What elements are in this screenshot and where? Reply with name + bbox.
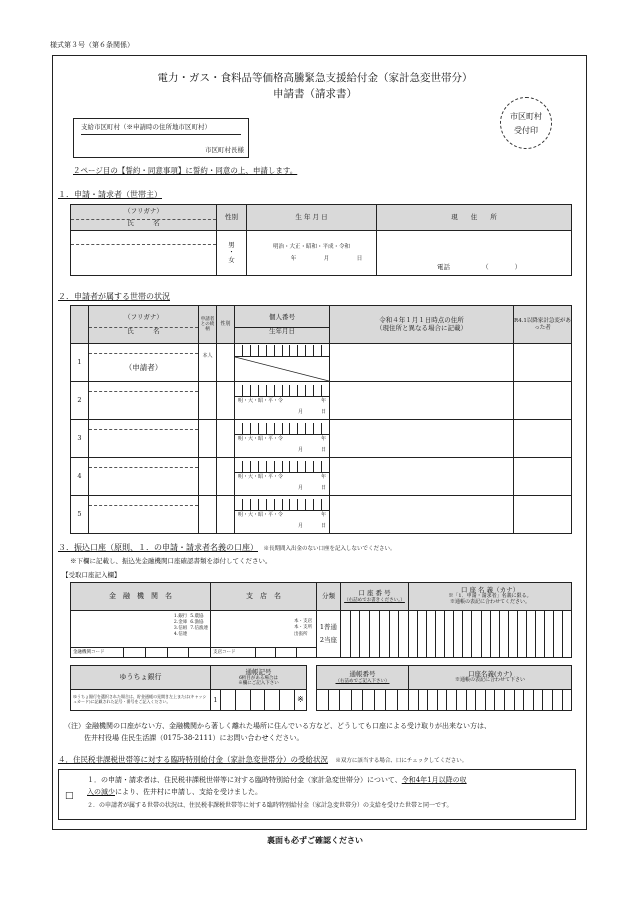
s1-gender-input[interactable]: 男 ・ 女: [217, 231, 247, 276]
s1-name: 氏 名: [127, 218, 160, 227]
s2-name-input[interactable]: [89, 496, 199, 534]
table-row: 1 （申請者） 本人: [71, 344, 572, 382]
recipient-box[interactable]: [73, 118, 249, 158]
section1-heading: １．申請・請求者（世帯主）: [58, 190, 162, 199]
recipient-suffix: 市区町村長様: [205, 146, 244, 154]
section1-table: [70, 204, 572, 276]
branch-input[interactable]: 本・支店 本・支所 出張所 支店コード: [211, 611, 317, 658]
s1-furigana: （フリガナ）: [71, 208, 216, 220]
acct-type-input[interactable]: 1普通 2当座: [317, 611, 341, 658]
acct-no-sub: （右詰めでお書きください。）: [344, 597, 405, 603]
section3-heading-note: ※長期間入出金のない口座を記入しないでください。: [263, 546, 396, 552]
s2-gender-input[interactable]: [217, 382, 235, 420]
section3-bracket: 【受取口座記入欄】: [62, 571, 121, 579]
footnote1: （注）金融機関の口座がない方、金融機関から著しく離れた場所に住んでいる方など、どうしても口座による受け取りが出来ない方は、: [64, 722, 491, 730]
footer-note: 裏面も必ずご確認ください: [267, 835, 363, 845]
holder-header: 口 座 名 義（カナ）: [460, 586, 520, 595]
yucho-holder-header: 口座名義(カナ): [467, 669, 513, 678]
table-row: 5 明・大・昭・平・令 年 月 日: [71, 496, 572, 534]
s2-name-input[interactable]: [89, 382, 199, 420]
s2-sudden-input[interactable]: [514, 420, 572, 458]
s1-birth-header: 生 年 月 日: [247, 205, 377, 231]
yucho-holder-note: ※通帳の表記に合わせて下さい: [454, 677, 525, 684]
s2-address-input[interactable]: [330, 458, 514, 496]
s2-sudden-header: R4.1以降家計急変があった者: [514, 306, 572, 344]
s1-birth-input[interactable]: 明治・大正・昭和・平成・令和 年 月 日: [247, 231, 377, 276]
title-line2: 申請書（請求書）: [273, 88, 357, 100]
yucho-holder-input[interactable]: [409, 690, 572, 711]
s2-birth-header: 生年月日: [269, 326, 295, 335]
yucho-header: ゆうちょ銀行: [71, 666, 211, 690]
holder-note2: ※通帳の表記に合わせてください。: [449, 599, 530, 606]
s2-name-input[interactable]: [89, 344, 199, 382]
s1-address-header: 現 住 所: [377, 205, 572, 231]
s2-address-header2: （現住所と異なる場合に記載）: [376, 323, 467, 332]
s2-mynumber-input[interactable]: 明・大・昭・平・令 年 月 日: [235, 382, 330, 420]
s2-mynumber-input[interactable]: 明・大・昭・平・令 年 月 日: [235, 496, 330, 534]
pledge-text: ２ページ目の【誓約・同意事項】に誓約・同意の上、申請します。: [73, 166, 298, 175]
table-row: 3 明・大・昭・平・令 年 月 日: [71, 420, 572, 458]
section4-checkbox[interactable]: □: [65, 791, 74, 801]
s2-mynumber-header: 個人番号: [235, 314, 329, 328]
tsucho-bango-sub: （右詰めでご記入下さい）: [335, 678, 390, 684]
yucho-note: ゆうちょ銀行を選択された場合は、貯金通帳の見開き左上または(キャッシュカード)に記載された記号・番号をご記入ください。: [71, 690, 211, 711]
s2-address-input[interactable]: [330, 496, 514, 534]
s2-name: 氏 名: [127, 326, 160, 335]
s1-gender-header: 性別: [217, 205, 247, 231]
s2-sudden-input[interactable]: [514, 458, 572, 496]
section3-heading: ３．振込口座（原則、１．の申請・請求者名義の口座）: [58, 543, 258, 552]
s2-gender-input[interactable]: [217, 344, 235, 382]
s2-sudden-input[interactable]: [514, 344, 572, 382]
stamp-line2: 受付印: [514, 125, 538, 135]
section4-line3: ２．の申請者が属する世帯の状況は、住民税非課税世帯等に対する臨時特別給付金（家計急変世帯分）の支給を受けた世帯と同一です。: [87, 802, 453, 809]
branch-header: 支 店 名: [211, 583, 317, 611]
s2-relation-input[interactable]: [199, 382, 217, 420]
acct-no-header: 口 座 番 号: [358, 589, 391, 598]
table-row: 4 明・大・昭・平・令 年 月 日: [71, 458, 572, 496]
acct-no-input[interactable]: [341, 611, 409, 658]
form-id: 様式第３号（第６条関係）: [50, 41, 134, 49]
footnote2: 佐井村役場 住民生活課（0175-38-2111）にお問い合わせください。: [84, 734, 304, 742]
yucho-table: [70, 665, 572, 711]
tsucho-bango-input[interactable]: [317, 690, 409, 711]
section4-box: [58, 769, 576, 820]
s2-gender-header: 性別: [217, 306, 235, 344]
s2-furigana: （フリガナ）: [89, 314, 198, 328]
s2-gender-input[interactable]: [217, 458, 235, 496]
s2-address-input[interactable]: [330, 382, 514, 420]
tsucho-kigo-header: 通帳記号: [245, 667, 272, 676]
section4-line2: 入の減少により、佐井村に申請し、支給を受けました。: [87, 788, 262, 796]
section4-line1: １．の申請・請求者は、住民税非課税世帯等に対する臨時特別給付金（家計急変世帯分）について、令和4年1月以降の収: [87, 776, 467, 784]
section2-heading: ２．申請者が属する世帯の状況: [58, 292, 170, 301]
s1-eras: 明治・大正・昭和・平成・令和: [272, 243, 350, 250]
s2-mynumber-input[interactable]: 明・大・昭・平・令 年 月 日: [235, 420, 330, 458]
tsucho-kigo-sub2: ※欄にご記入下さい: [238, 681, 279, 687]
tsucho-kigo-sub1: 6桁目がある場合は: [239, 676, 278, 682]
bank-table: [70, 582, 572, 658]
section4-heading-note: ※双方に該当する場合、口にチェックしてください。: [335, 758, 468, 764]
s2-address-input[interactable]: [330, 344, 514, 382]
s2-sudden-input[interactable]: [514, 496, 572, 534]
s2-address-input[interactable]: [330, 420, 514, 458]
s2-gender-input[interactable]: [217, 420, 235, 458]
branch-code-label: 支店コード: [213, 650, 236, 655]
section4-heading: ４．住民税非課税世帯等に対する臨時特別給付金（家計急変世帯分）の受給状況: [58, 755, 328, 764]
s2-relation-header: 申請者との続柄: [199, 306, 217, 344]
s2-name-input[interactable]: [89, 420, 199, 458]
section4-heading-wrap: [58, 756, 467, 765]
s2-relation-input[interactable]: [199, 420, 217, 458]
bank-code-label: 金融機関コード: [73, 650, 105, 655]
bank-input[interactable]: 1.銀行 2.金庫 3.信組 4.信連 5.農協 6.漁協 7.信漁連 金融機関コード: [71, 611, 211, 658]
holder-note1: ※「1．申請・請求者」名義に限る。: [448, 593, 532, 600]
title-line1: 電力・ガス・食料品等価格高騰緊急支援給付金（家計急変世帯分）: [157, 72, 473, 84]
s2-name-input[interactable]: [89, 458, 199, 496]
s2-self-label: 本人: [199, 344, 217, 382]
tsucho-kigo-input[interactable]: 1 ※: [211, 690, 307, 711]
stamp-line1: 市区町村: [510, 111, 542, 121]
s2-gender-input[interactable]: [217, 496, 235, 534]
type-header: 分類: [317, 583, 341, 611]
table-row: 2 明・大・昭・平・令 年 月 日: [71, 382, 572, 420]
s1-phone-input: （ ）: [482, 262, 522, 271]
section3-heading-wrap: [58, 544, 396, 553]
recipient-label: 支給市区町村（※申請時の住所地市区町村）: [81, 123, 211, 131]
receipt-stamp: [500, 97, 552, 149]
s2-address-header1: 令和４年１月１日時点の住所: [379, 316, 464, 325]
s2-mynumber-input[interactable]: [235, 344, 330, 382]
s2-sudden-input[interactable]: [514, 382, 572, 420]
holder-input[interactable]: [409, 611, 572, 658]
s2-applicant-label: （申請者）: [124, 363, 163, 372]
bank-header: 金 融 機 関 名: [71, 583, 211, 611]
section3-note2: ※下欄に記載し、振込先金融機関口座確認書類を添付してください。: [70, 557, 272, 565]
s2-relation-input[interactable]: [199, 496, 217, 534]
s1-phone-label: 電話: [437, 262, 450, 271]
s2-mynumber-input[interactable]: 明・大・昭・平・令 年 月 日: [235, 458, 330, 496]
section2-table: [70, 305, 572, 534]
s1-name-input[interactable]: [71, 231, 217, 276]
tsucho-bango-header: 通帳番号: [349, 670, 376, 679]
s2-relation-input[interactable]: [199, 458, 217, 496]
s1-address-input[interactable]: [377, 231, 572, 276]
